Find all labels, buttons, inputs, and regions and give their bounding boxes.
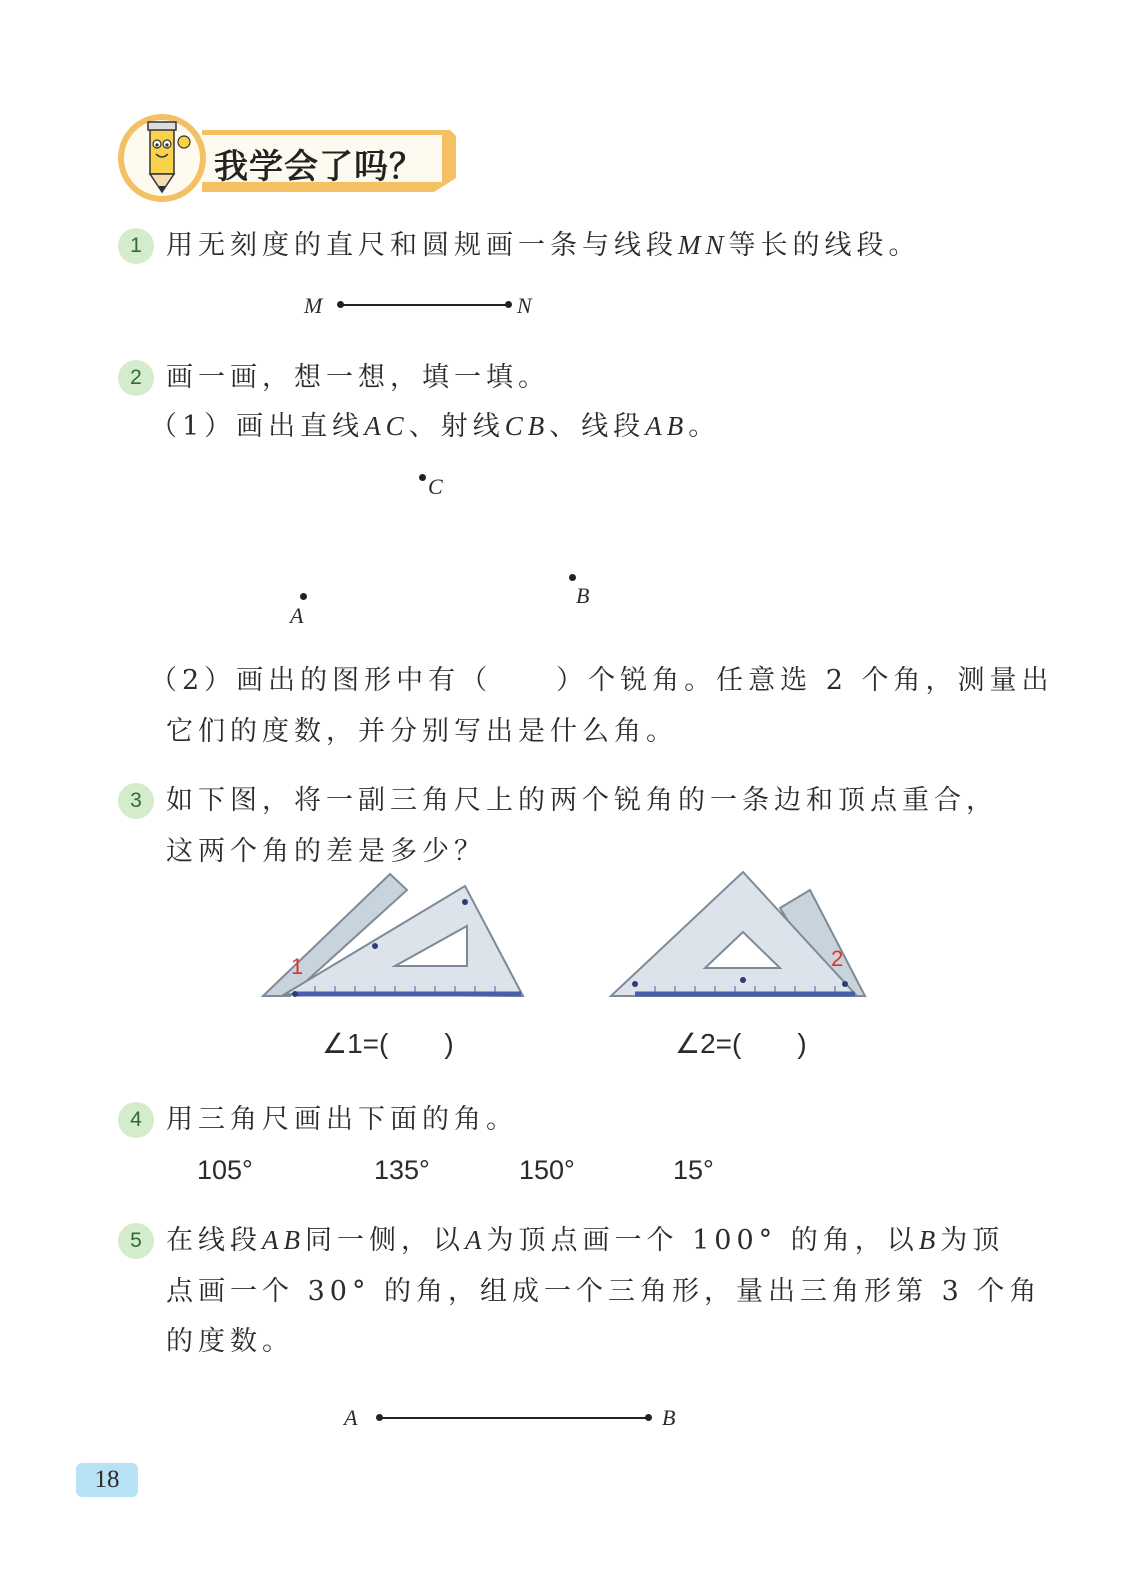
q3-line2: 这两个角的差是多少？: [166, 836, 486, 867]
point-m-label: M: [304, 293, 323, 318]
segment-ab-point-b: [645, 1414, 652, 1421]
angle-value: 15°: [673, 1155, 714, 1185]
angle-value: 150°: [519, 1155, 575, 1185]
point-n-label: N: [517, 293, 532, 318]
q2-part1: （1）画出直线AC、射线CB、线段AB。: [150, 411, 721, 442]
q5-line3: 的度数。: [166, 1326, 294, 1357]
question-number-5: 5: [118, 1223, 154, 1259]
q3-line1: 如下图，将一副三角尺上的两个锐角的一条边和顶点重合，: [166, 785, 998, 816]
q5-line1: 在线段AB同一侧，以A为顶点画一个 100° 的角，以B为顶: [166, 1225, 1005, 1256]
segment-ab: [379, 1417, 647, 1419]
point-a: [300, 593, 307, 600]
angle-2-answer: ∠2=( ): [675, 1028, 807, 1059]
header-title: 我学会了吗？: [214, 147, 424, 187]
set-squares-figure-1: [255, 868, 535, 1008]
q1-text: 用无刻度的直尺和圆规画一条与线段MN等长的线段。: [166, 230, 921, 261]
q5-line2: 点画一个 30° 的角，组成一个三角形，量出三角形第 3 个角: [166, 1276, 1042, 1307]
page-number: 18: [76, 1463, 138, 1497]
angle-value: 135°: [374, 1155, 430, 1185]
angle-mark-1: 1: [291, 954, 304, 979]
angle-value: 105°: [197, 1155, 253, 1185]
question-number-2: 2: [118, 360, 154, 396]
segment-ab-label-a: A: [344, 1405, 358, 1430]
q2-part2-line1: （2）画出的图形中有（ ）个锐角。任意选 2 个角，测量出: [150, 665, 1054, 696]
question-number-4: 4: [118, 1102, 154, 1138]
question-number-3: 3: [118, 783, 154, 819]
angle-1-answer: ∠1=( ): [322, 1028, 454, 1059]
q2-part2-line2: 它们的度数，并分别写出是什么角。: [166, 716, 678, 747]
set-squares-figure-2: [605, 868, 875, 1008]
q4-text: 用三角尺画出下面的角。: [166, 1104, 518, 1135]
q2-intro: 画一画，想一想，填一填。: [166, 362, 550, 393]
point-a-label: A: [290, 603, 304, 628]
point-n: [505, 301, 512, 308]
question-number-1: 1: [118, 228, 154, 264]
point-b: [569, 574, 576, 581]
point-c: [419, 474, 426, 481]
segment-mn: [340, 304, 508, 306]
point-c-label: C: [428, 474, 443, 499]
angle-mark-2: 2: [831, 946, 844, 971]
segment-ab-label-b: B: [662, 1405, 676, 1430]
point-b-label: B: [576, 583, 590, 608]
